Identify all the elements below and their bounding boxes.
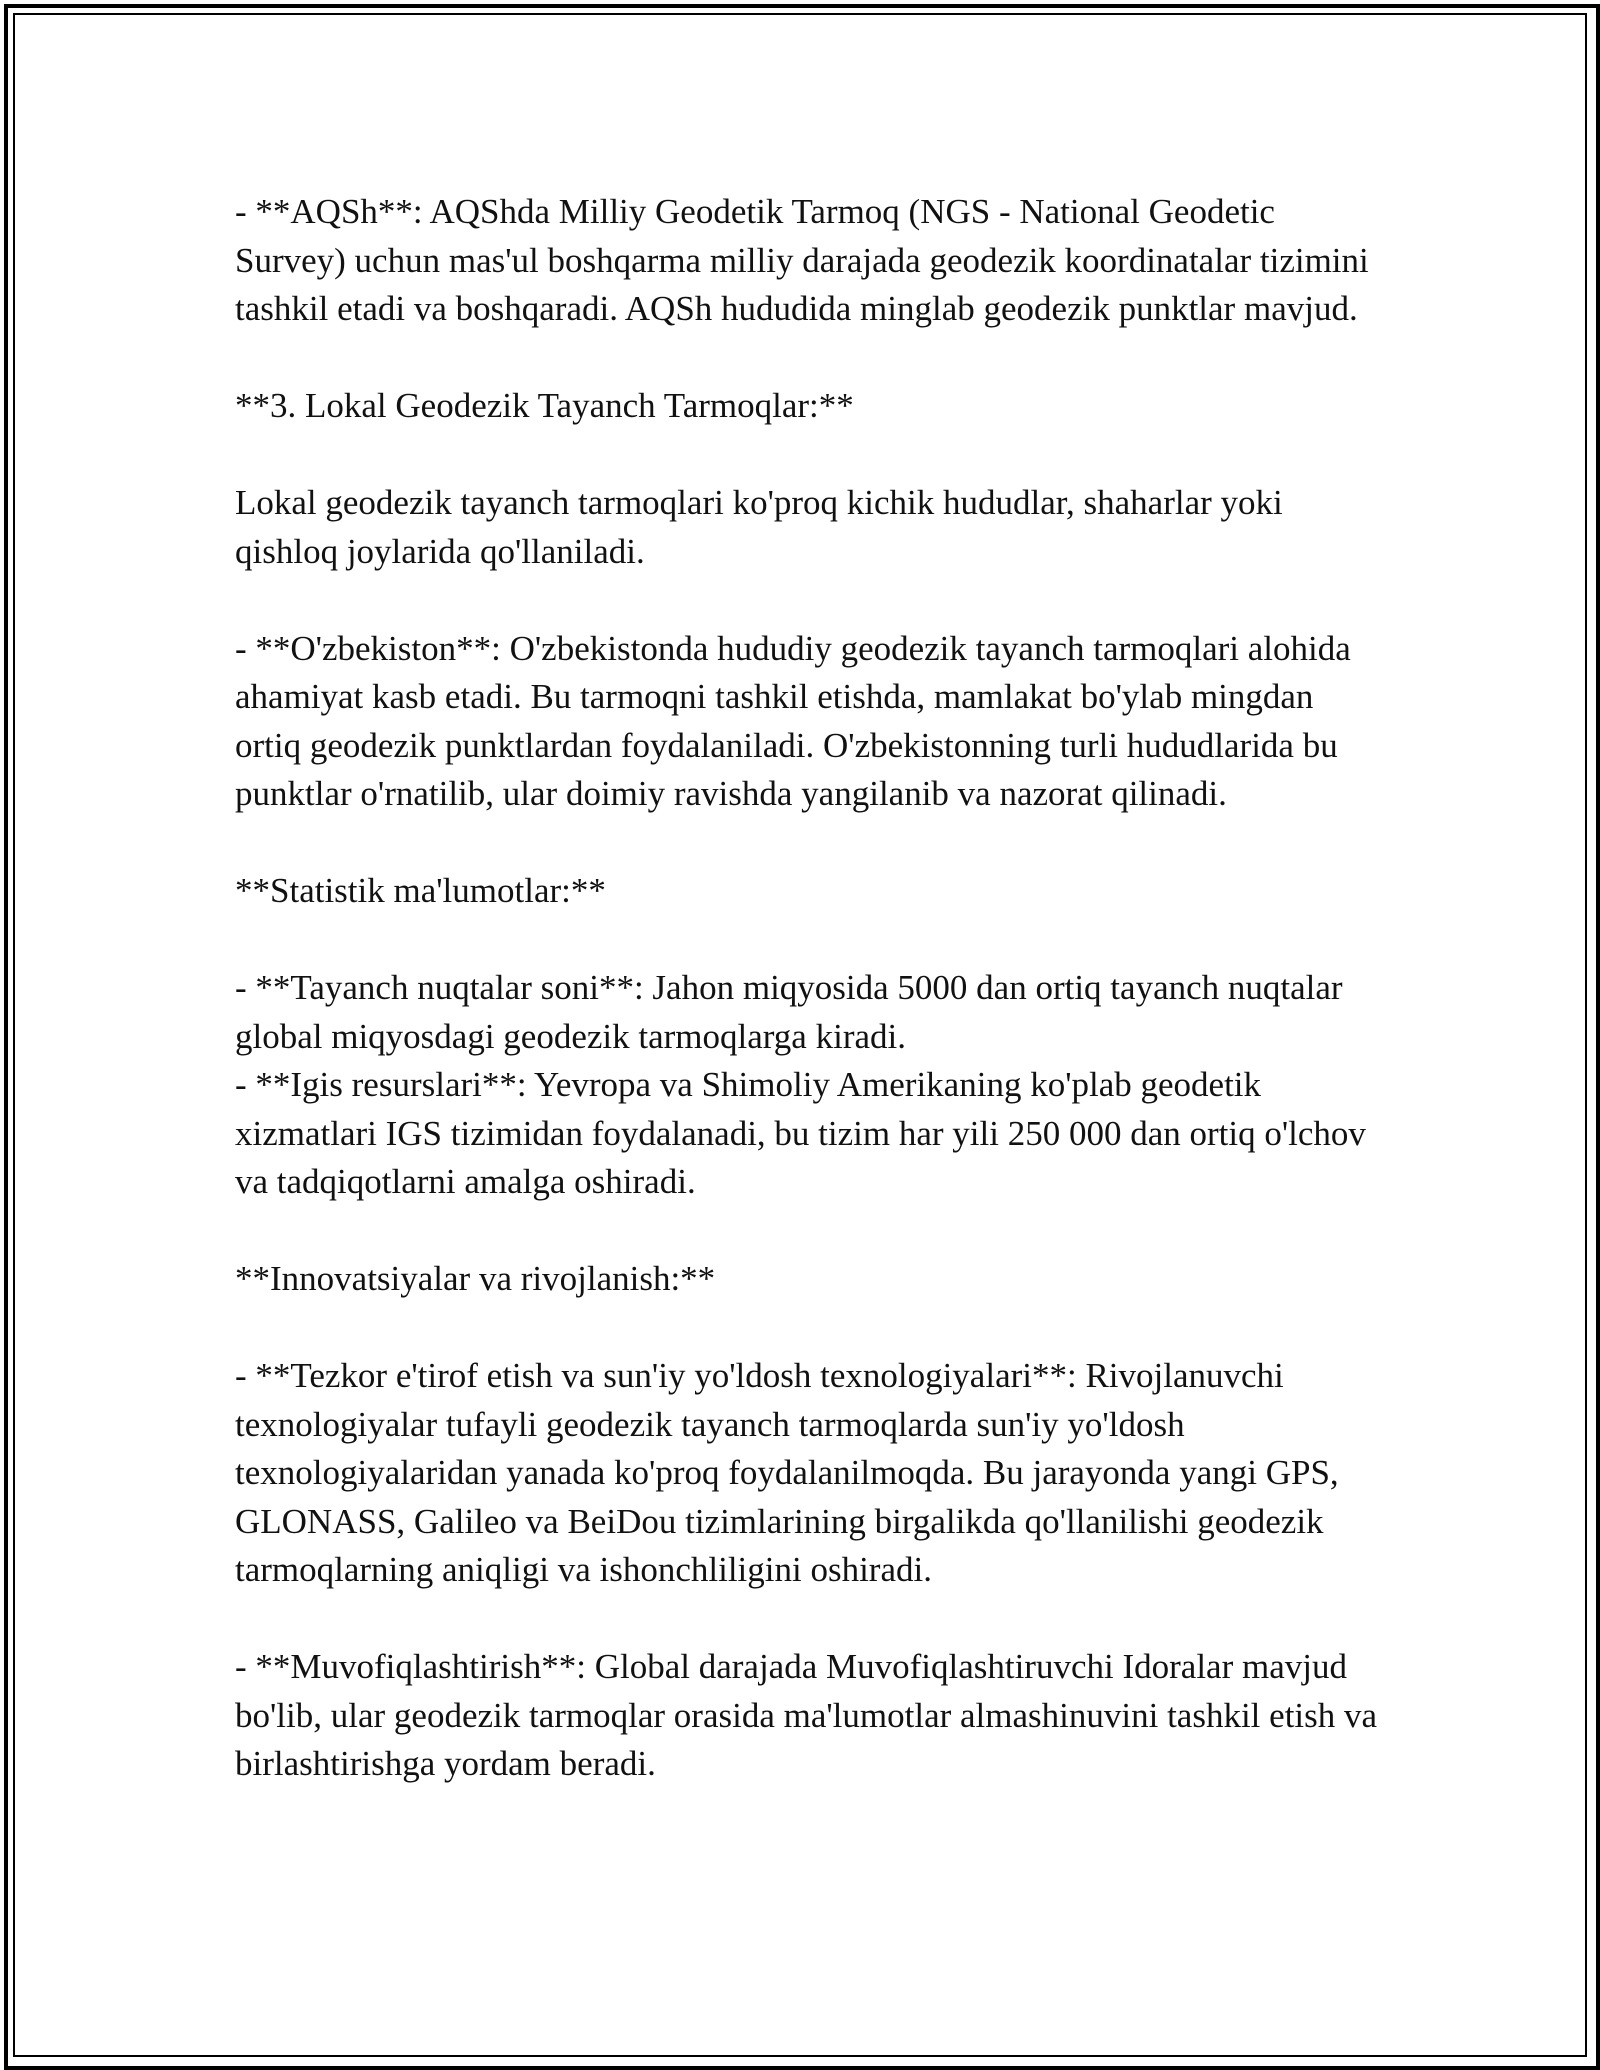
paragraph-satellite-technologies: - **Tezkor e'tirof etish va sun'iy yo'ldosh texnologiyalari**: Rivojlanuvchi texnologiyalar tufayli geodezik tayanch tarmoqlarda sun'iy yo'ldosh texnologiyalaridan yanada ko'proq foydalanilmoqda. Bu jarayonda yangi GPS, GLONASS, Galileo va BeiDou tizimlarining birgalikda qo'llanilishi geodezik tarmoqlarning aniqligi va ishonchliligini oshiradi. (235, 1356, 1339, 1589)
section-heading-local-networks: **3. Lokal Geodezik Tayanch Tarmoqlar:** (235, 386, 854, 425)
paragraph-uzbekistan: - **O'zbekiston**: O'zbekistonda hududiy geodezik tayanch tarmoqlari alohida ahamiyat kasb etadi. Bu tarmoqni tashkil etishda, mamlakat bo'ylab mingdan ortiq geodezik punktlardan foydalaniladi. O'zbekistonning turli hududlarida bu punktlar o'rnatilib, ular doimiy ravishda yangilanib va nazorat qilinadi. (235, 628, 1351, 813)
document-body (235, 188, 1385, 1789)
section-heading-statistics: **Statistik ma'lumotlar:** (235, 871, 606, 910)
paragraph-aqsh: - **AQSh**: AQShda Milliy Geodetik Tarmoq (NGS - National Geodetic Survey) uchun mas'ul boshqarma milliy darajada geodezik koordinatalar tizimini tashkil etadi va boshqaradi. AQSh hududida minglab geodezik punktlar mavjud. (235, 192, 1369, 328)
paragraph-tayanch-nuqtalar: - **Tayanch nuqtalar soni**: Jahon miqyosida 5000 dan ortiq tayanch nuqtalar global miqyosdagi geodezik tarmoqlarga kiradi. (235, 968, 1343, 1056)
paragraph-igis-resurslari: - **Igis resurslari**: Yevropa va Shimoliy Amerikaning ko'plab geodetik xizmatlari IGS tizimidan foydalanadi, bu tizim har yili 250 000 dan ortiq o'lchov va tadqiqotlarni amalga oshiradi. (235, 1065, 1366, 1201)
paragraph-local-networks: Lokal geodezik tayanch tarmoqlari ko'proq kichik hududlar, shaharlar yoki qishloq joylarida qo'llaniladi. (235, 483, 1283, 571)
paragraph-coordination: - **Muvofiqlashtirish**: Global darajada Muvofiqlashtiruvchi Idoralar mavjud bo'lib, ular geodezik tarmoqlar orasida ma'lumotlar almashinuvini tashkil etish va birlashtirishga yordam beradi. (235, 1647, 1378, 1783)
section-heading-innovations: **Innovatsiyalar va rivojlanish:** (235, 1259, 716, 1298)
